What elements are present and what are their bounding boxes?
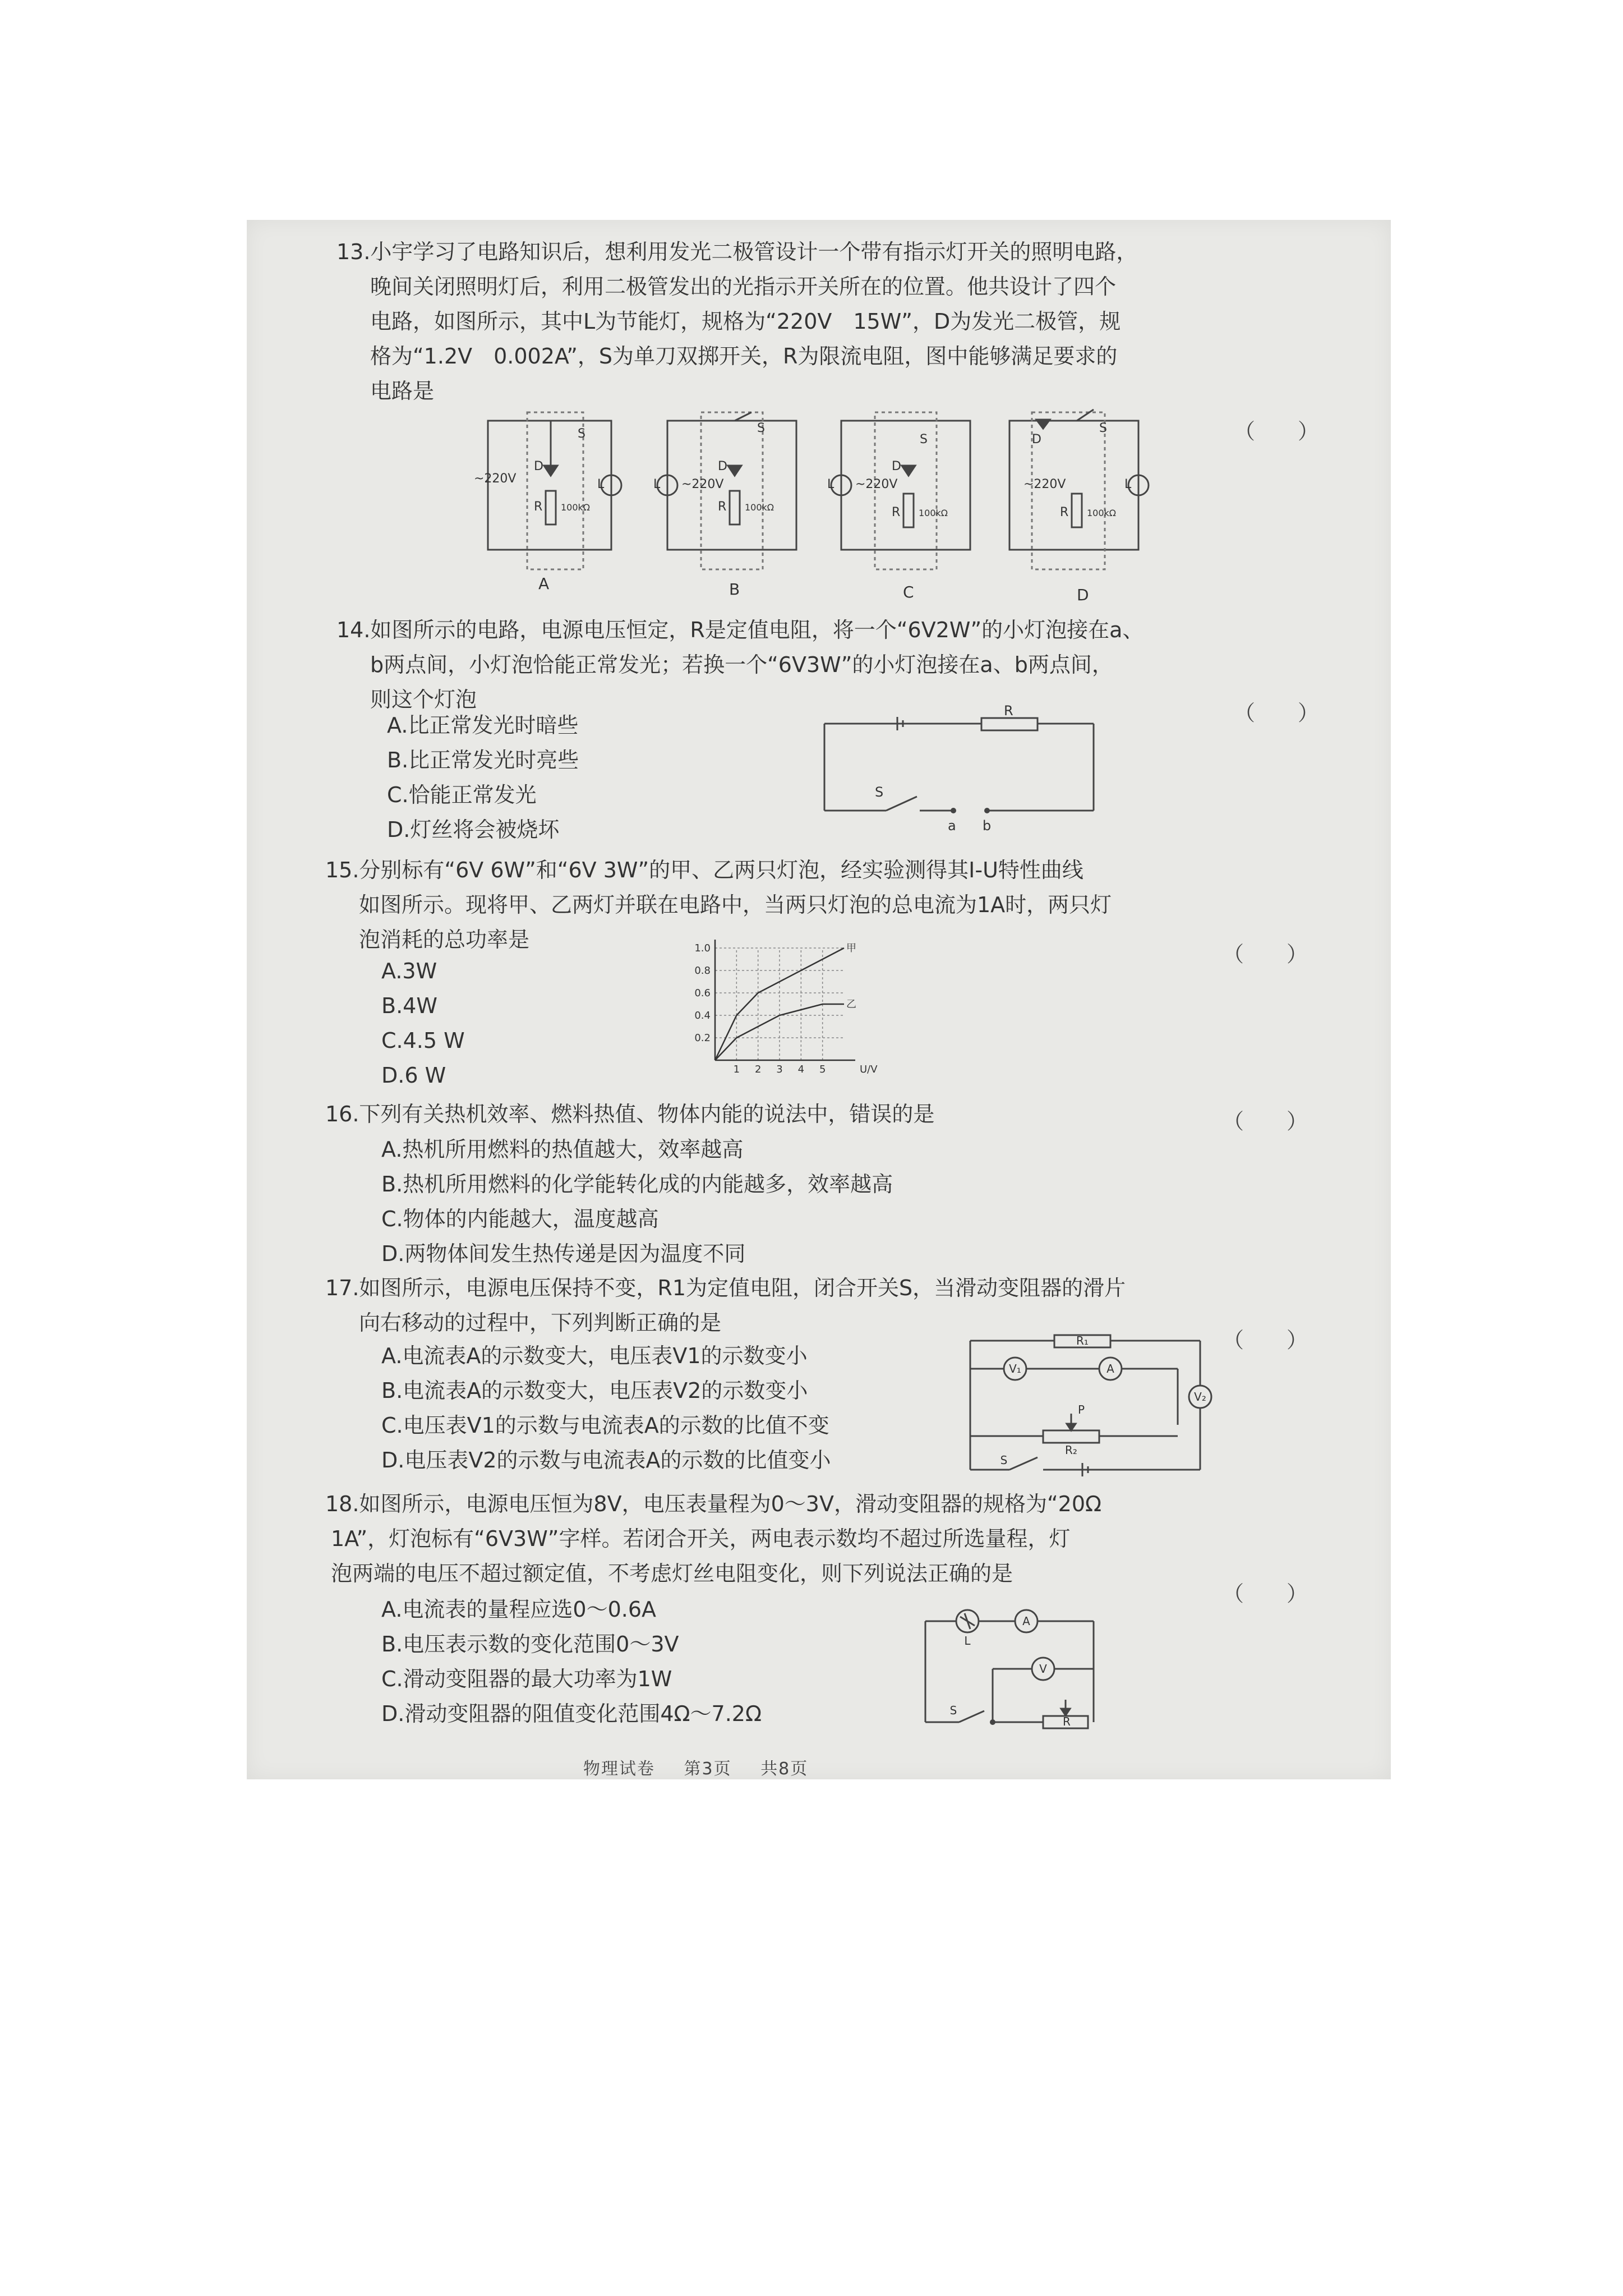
question-16 xyxy=(325,1097,934,1131)
question-18 xyxy=(325,1487,1101,1591)
q17-v1-label: V₁ xyxy=(1009,1362,1021,1375)
question-14 xyxy=(336,613,1144,717)
question-13 xyxy=(336,234,1137,408)
q14-point-a: a xyxy=(948,818,956,834)
q14-line-2: b两点间，小灯泡恰能正常发光；若换一个“6V3W”的小灯泡接在a、b两点间， xyxy=(370,652,1113,677)
circuit-label-c: C xyxy=(903,583,914,601)
q15-line-3: 泡消耗的总功率是 xyxy=(359,927,530,952)
q18-circuit xyxy=(914,1604,1116,1739)
q18-line-3: 泡两端的电压不超过额定值，不考虑灯丝电阻变化，则下列说法正确的是 xyxy=(331,1561,1013,1586)
q14-line-1: 14.如图所示的电路，电源电压恒定，R是定值电阻，将一个“6V2W”的小灯泡接在a、 xyxy=(336,618,1144,642)
q15-options xyxy=(381,954,465,1093)
q15-option-d[interactable]: D.6 W xyxy=(381,1063,446,1088)
q17-circuit xyxy=(953,1329,1223,1481)
footer-subject: 物理试卷 xyxy=(583,1759,655,1779)
q18-lamp-label: L xyxy=(964,1634,971,1648)
circuit-a-diode: D xyxy=(534,459,543,473)
q17-r2-label: R₂ xyxy=(1065,1443,1077,1457)
q18-rheostat-label: R xyxy=(1063,1715,1071,1728)
q17-options xyxy=(381,1338,831,1478)
circuit-b-resistor: R xyxy=(718,500,727,514)
circuit-c-source: ~220V xyxy=(855,477,898,491)
q16-answer-paren: （ ） xyxy=(1223,1109,1308,1134)
circuit-a-switch: S xyxy=(578,427,585,441)
circuit-b-r-value: 100kΩ xyxy=(745,502,774,513)
q16-option-b[interactable]: B.热机所用燃料的化学能转化成的内能越多，效率越高 xyxy=(381,1172,893,1197)
circuit-b-diode: D xyxy=(718,459,727,473)
circuit-label-b: B xyxy=(729,580,740,599)
q15-line-1: 15.分别标有“6V 6W”和“6V 3W”的甲、乙两只灯泡，经实验测得其I-U特性曲线 xyxy=(325,858,1083,882)
chart-y-tick-label: 0.4 xyxy=(694,1010,711,1022)
circuit-c-resistor: R xyxy=(892,505,901,519)
q16-option-c[interactable]: C.物体的内能越大，温度越高 xyxy=(381,1207,659,1231)
q18-option-d[interactable]: D.滑动变阻器的阻值变化范围4Ω～7.2Ω xyxy=(381,1701,762,1726)
circuit-b-lamp: L xyxy=(653,477,661,491)
q17-option-b[interactable]: B.电流表A的示数变大，电压表V2的示数变小 xyxy=(381,1378,808,1403)
q16-option-a[interactable]: A.热机所用燃料的热值越大，效率越高 xyxy=(381,1137,744,1162)
q17-line-1: 17.如图所示，电源电压保持不变，R1为定值电阻，闭合开关S，当滑动变阻器的滑片 xyxy=(325,1276,1126,1300)
q13-circuit-figures xyxy=(471,409,1223,604)
chart-x-tick-label: 2 xyxy=(754,1064,762,1075)
q18-option-c[interactable]: C.滑动变阻器的最大功率为1W xyxy=(381,1667,672,1691)
circuit-a-r-value: 100kΩ xyxy=(561,502,591,513)
q13-line-1: 13.小宇学习了电路知识后，想利用发光二极管设计一个带有指示灯开关的照明电路， xyxy=(336,240,1138,264)
circuit-a-lamp: L xyxy=(597,477,605,491)
q14-options xyxy=(387,708,579,847)
q15-option-b[interactable]: B.4W xyxy=(381,993,437,1018)
chart-y-tick-label: 0.2 xyxy=(694,1032,711,1044)
chart-y-tick-label: 0.6 xyxy=(694,987,711,999)
q13-line-4: 格为“1.2V 0.002A”，S为单刀双掷开关，R为限流电阻，图中能够满足要求的 xyxy=(370,344,1118,369)
circuit-c-diode: D xyxy=(892,459,901,473)
q13-line-2: 晚间关闭照明灯后，利用二极管发出的光指示开关所在的位置。他共设计了四个 xyxy=(370,274,1117,299)
q17-answer-paren: （ ） xyxy=(1223,1328,1308,1352)
q17-slider-label: P xyxy=(1077,1403,1085,1416)
q15-line-2: 如图所示。现将甲、乙两灯并联在电路中，当两只灯泡的总电流为1A时，两只灯 xyxy=(359,892,1112,917)
chart-x-tick-label: 5 xyxy=(819,1064,826,1075)
circuit-d-source: ~220V xyxy=(1023,477,1066,491)
chart-series-label: 乙 xyxy=(846,999,856,1010)
circuit-b-source: ~220V xyxy=(681,477,724,491)
q18-voltmeter-label: V xyxy=(1039,1662,1047,1676)
q16-options xyxy=(381,1132,893,1271)
q17-option-c[interactable]: C.电压表V1的示数与电流表A的示数的比值不变 xyxy=(381,1413,829,1438)
circuit-d-diode: D xyxy=(1032,432,1041,447)
chart-x-tick-label: 4 xyxy=(797,1064,805,1075)
q18-line-1: 18.如图所示，电源电压恒为8V，电压表量程为0～3V，滑动变阻器的规格为“20Ω xyxy=(325,1492,1102,1516)
circuit-d-switch: S xyxy=(1099,421,1107,435)
q14-point-b: b xyxy=(983,818,992,834)
chart-x-tick-label: 1 xyxy=(733,1064,740,1075)
q16-option-d[interactable]: D.两物体间发生热传递是因为温度不同 xyxy=(381,1241,746,1266)
footer-page: 第3页 xyxy=(684,1759,732,1779)
q17-option-d[interactable]: D.电压表V2的示数与电流表A的示数的比值变小 xyxy=(381,1448,831,1473)
q17-r1-label: R₁ xyxy=(1076,1334,1089,1347)
q13-line-3: 电路，如图所示，其中L为节能灯，规格为“220V 15W”，D为发光二极管，规 xyxy=(370,309,1121,334)
q18-options xyxy=(381,1592,762,1731)
q17-switch-label: S xyxy=(1000,1453,1008,1467)
q18-answer-paren: （ ） xyxy=(1223,1581,1308,1606)
q14-option-b[interactable]: B.比正常发光时亮些 xyxy=(387,748,579,772)
chart-y-tick-label: 1.0 xyxy=(694,942,711,954)
q15-answer-paren: （ ） xyxy=(1223,942,1308,967)
chart-series-label: 甲 xyxy=(846,942,856,954)
circuit-a-resistor: R xyxy=(534,500,543,514)
q15-iu-chart xyxy=(690,937,878,1083)
q14-switch-label: S xyxy=(875,784,884,800)
q14-answer-paren: （ ） xyxy=(1234,701,1320,725)
q18-option-b[interactable]: B.电压表示数的变化范围0～3V xyxy=(381,1632,679,1657)
q14-option-a[interactable]: A.比正常发光时暗些 xyxy=(387,713,579,738)
circuit-d-lamp: L xyxy=(1124,477,1132,491)
circuit-c-r-value: 100kΩ xyxy=(919,508,948,518)
q14-circuit xyxy=(819,703,1110,836)
circuit-c-lamp: L xyxy=(827,477,834,491)
q18-line-2: 1A”，灯泡标有“6V3W”字样。若闭合开关，两电表示数均不超过所选量程，灯 xyxy=(331,1526,1071,1551)
q13-answer-paren: （ ） xyxy=(1234,419,1320,444)
circuit-c xyxy=(831,412,970,569)
circuit-b-switch: S xyxy=(757,421,765,435)
q18-ammeter-label: A xyxy=(1022,1614,1030,1628)
q14-resistor-label: R xyxy=(1004,703,1013,719)
q14-option-d[interactable]: D.灯丝将会被烧坏 xyxy=(387,817,560,842)
circuit-label-a: A xyxy=(538,574,550,593)
q17-v2-label: V₂ xyxy=(1194,1390,1206,1404)
circuit-c-switch: S xyxy=(920,432,928,447)
chart-x-tick-label: 3 xyxy=(776,1064,783,1075)
q17-option-a[interactable]: A.电流表A的示数变大，电压表V1的示数变小 xyxy=(381,1343,808,1368)
q18-switch-label: S xyxy=(949,1704,957,1717)
chart-y-tick-label: 0.8 xyxy=(694,965,711,977)
footer-total: 共8页 xyxy=(760,1759,809,1779)
q15-option-a[interactable]: A.3W xyxy=(381,959,437,983)
page-footer xyxy=(583,1755,831,1779)
q14-option-c[interactable]: C.恰能正常发光 xyxy=(387,783,537,807)
circuit-a-source: ~220V xyxy=(474,472,517,486)
circuit-label-d: D xyxy=(1077,586,1089,604)
q17-ammeter-label: A xyxy=(1106,1362,1114,1375)
circuit-d-resistor: R xyxy=(1060,505,1069,519)
q16-line-1: 16.下列有关热机效率、燃料热值、物体内能的说法中，错误的是 xyxy=(325,1102,935,1126)
q18-option-a[interactable]: A.电流表的量程应选0～0.6A xyxy=(381,1597,657,1622)
q15-option-c[interactable]: C.4.5 W xyxy=(381,1028,465,1053)
q13-line-5: 电路是 xyxy=(370,379,435,403)
chart-x-axis-label: U/V xyxy=(860,1064,878,1075)
circuit-d-r-value: 100kΩ xyxy=(1087,508,1117,518)
q17-line-2: 向右移动的过程中，下列判断正确的是 xyxy=(359,1310,722,1335)
circuit-b xyxy=(657,412,796,569)
q14-line-3: 则这个灯泡 xyxy=(370,687,477,712)
